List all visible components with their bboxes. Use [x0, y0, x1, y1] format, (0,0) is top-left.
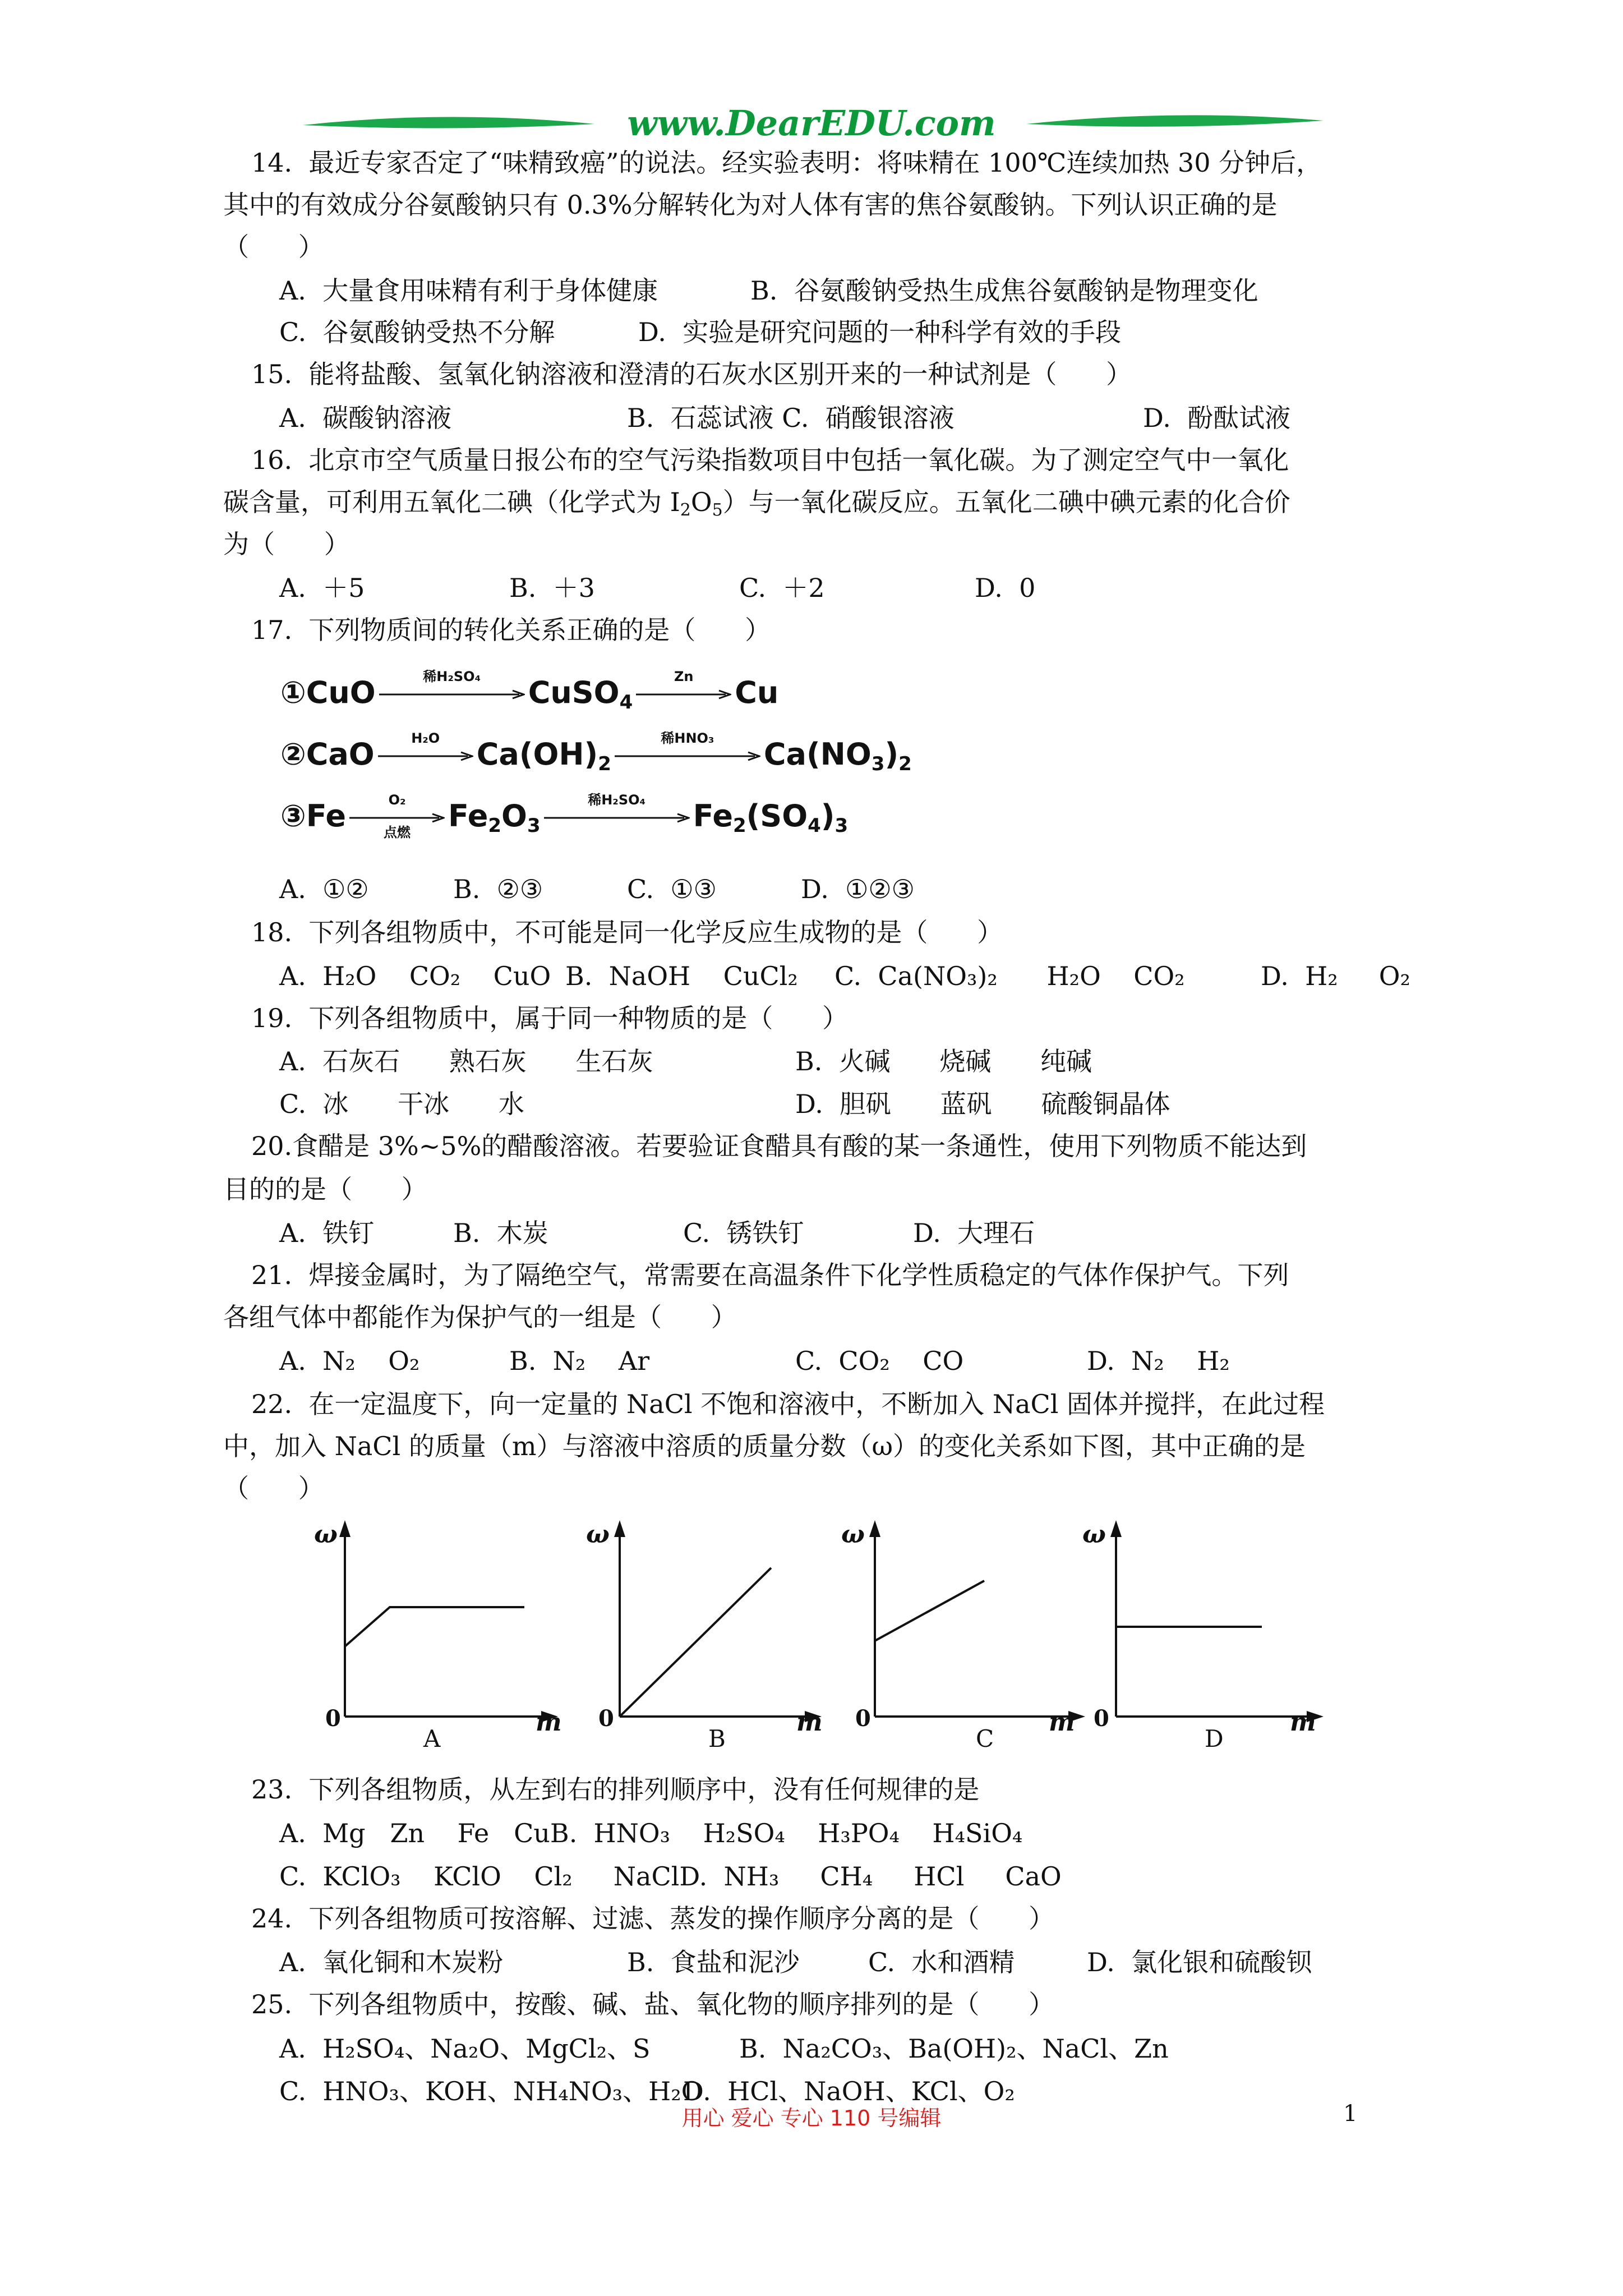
r3-mid: Fe — [448, 798, 488, 834]
q21-line1: 21. 焊接金属时，为了隔绝空气，常需要在高温条件下化学性质稳定的气体作保护气。下列 — [251, 1260, 1289, 1290]
r2-start: ②CaO — [280, 737, 375, 772]
q24-option-a: A. 氧化铜和木炭粉 — [279, 1947, 504, 1977]
q17-option-c: C. ①③ — [627, 874, 717, 904]
r1-reagent-1: 稀H₂SO₄ — [423, 669, 481, 685]
r3-end2: (SO — [746, 798, 808, 834]
q25-option-a: A. H₂SO₄、Na₂O、MgCl₂、S — [279, 2033, 651, 2064]
q24-line1: 24. 下列各组物质可按溶解、过滤、蒸发的操作顺序分离的是（ ） — [251, 1903, 1055, 1934]
q20-line2: 目的的是（ ） — [223, 1174, 427, 1204]
graph-c-caption: C — [976, 1725, 994, 1752]
q16-line2 — [223, 485, 1290, 519]
q14-option-d: D. 实验是研究问题的一种科学有效的手段 — [638, 317, 1122, 347]
r2-end-sub: 3 — [871, 753, 885, 775]
q21-option-d: D. N₂ H₂ — [1087, 1346, 1230, 1376]
graph-c-x-label: m — [1049, 1708, 1075, 1737]
graph-a-origin: 0 — [325, 1705, 341, 1732]
q18-option-d: D. H₂ O₂ — [1261, 961, 1410, 991]
q14-option-a: A. 大量食用味精有利于身体健康 — [279, 275, 658, 306]
q16-sub-2: 2 — [680, 500, 691, 520]
q16-line2-e: ）与一氧化碳反应。五氧化二碘中碘元素的化合价 — [722, 487, 1290, 517]
graph-d-x-label: m — [1290, 1708, 1316, 1737]
r2-reagent-2: 稀HNO₃ — [661, 730, 714, 747]
r3-mid-sub2: 3 — [527, 815, 541, 837]
reaction-3 — [280, 792, 849, 841]
r1-reagent-2: Zn — [674, 669, 694, 685]
r3-reagent-2: 稀H₂SO₄ — [588, 792, 646, 808]
q21-option-b: B. N₂ Ar — [509, 1346, 650, 1376]
q14-line1: 14. 最近专家否定了“味精致癌”的说法。经实验表明：将味精在 100℃连续加热 30 分钟后， — [251, 148, 1322, 178]
q20-line1: 20.食醋是 3%~5%的醋酸溶液。若要验证食醋具有酸的某一条通性，使用下列物质不能达到 — [251, 1131, 1307, 1161]
q17-option-a: A. ①② — [279, 874, 369, 904]
q19-option-d: D. 胆矾 蓝矾 硫酸铜晶体 — [795, 1089, 1170, 1119]
q14-line3: （ ） — [223, 232, 324, 262]
site-header — [0, 98, 1623, 149]
r1-arrow-2 — [636, 669, 731, 700]
q16-line2-c: O — [690, 487, 712, 517]
q19-option-a: A. 石灰石 熟石灰 生石灰 — [279, 1046, 653, 1076]
graph-a — [311, 1515, 564, 1756]
r3-mid-sub: 2 — [488, 815, 502, 837]
q14-line2: 其中的有效成分谷氨酸钠只有 0.3%分解转化为对人体有害的焦谷氨酸钠。下列认识正确的是 — [223, 190, 1278, 220]
q20-option-d: D. 大理石 — [913, 1218, 1035, 1248]
graph-c — [838, 1515, 1091, 1756]
graph-b-x-label: m — [796, 1708, 823, 1737]
q21-line2: 各组气体中都能作为保护气的一组是（ ） — [223, 1302, 737, 1332]
graph-b-y-label: ω — [586, 1520, 610, 1549]
q22-line1: 22. 在一定温度下，向一定量的 NaCl 不饱和溶液中，不断加入 NaCl 固体并搅拌，在此过程 — [251, 1389, 1325, 1419]
graph-a-y-label: ω — [314, 1520, 338, 1549]
r3-mid2: O — [501, 798, 527, 834]
q19-option-b: B. 火碱 烧碱 纯碱 — [795, 1046, 1092, 1076]
reaction-2 — [280, 730, 912, 775]
reaction-1 — [280, 669, 779, 714]
r2-reagent-1: H₂O — [411, 730, 440, 747]
q20-option-c: C. 锈铁钉 — [683, 1218, 804, 1248]
q15-option-bc: B. 石蕊试液 C. 硝酸银溶液 — [627, 403, 955, 433]
q16-sub-5: 5 — [712, 500, 723, 520]
q22-line3: （ ） — [223, 1473, 324, 1503]
q16-line2-a: 碳含量，可利用五氧化二碘（化学式为 I — [223, 487, 680, 517]
site-name[interactable]: www.DearEDU.com — [627, 103, 996, 144]
q16-line3: 为（ ） — [223, 529, 350, 559]
q24-option-d: D. 氯化银和硫酸钡 — [1087, 1947, 1312, 1977]
r2-mid: Ca(OH) — [476, 737, 598, 772]
graph-b-caption: B — [708, 1725, 726, 1752]
q20-option-b: B. 木炭 — [453, 1218, 548, 1248]
q20-option-a: A. 铁钉 — [279, 1218, 375, 1248]
r3-end-sub3: 3 — [834, 815, 849, 837]
q23-options-ab: A. Mg Zn Fe CuB. HNO₃ H₂SO₄ H₃PO₄ H₄SiO₄ — [279, 1818, 1023, 1848]
graph-d-origin: 0 — [1094, 1705, 1109, 1732]
page-number: 1 — [1343, 2101, 1358, 2127]
q18-option-b: B. NaOH CuCl₂ — [565, 961, 798, 991]
q17-option-d: D. ①②③ — [801, 874, 915, 904]
r3-condition: 点燃 — [384, 825, 411, 841]
q22-line2: 中，加入 NaCl 的质量（m）与溶液中溶质的质量分数（ω）的变化关系如下图，其中正确的是 — [223, 1431, 1306, 1461]
q15-option-d: D. 酚酞试液 — [1143, 403, 1291, 433]
page-footer: 用心 爱心 专心 110 号编辑 — [681, 2106, 942, 2131]
graph-b-origin: 0 — [598, 1705, 614, 1732]
r1-mid-sub: 4 — [619, 691, 633, 714]
q16-option-c: C. ＋2 — [739, 573, 825, 603]
graph-a-plot — [311, 1515, 564, 1756]
q25-option-b: B. Na₂CO₃、Ba(OH)₂、NaCl、Zn — [739, 2033, 1169, 2064]
graph-b — [575, 1515, 827, 1756]
q15-line1: 15. 能将盐酸、氢氧化钠溶液和澄清的石灰水区别开来的一种试剂是（ ） — [251, 359, 1132, 389]
graph-d — [1077, 1515, 1329, 1756]
q21-option-a: A. N₂ O₂ — [279, 1346, 420, 1376]
q17-option-b: B. ②③ — [453, 874, 543, 904]
r3-arrow-1 — [349, 792, 445, 841]
r3-start: ③Fe — [280, 798, 347, 834]
q23-line1: 23. 下列各组物质，从左到右的排列顺序中，没有任何规律的是 — [251, 1774, 980, 1805]
q16-option-d: D. 0 — [975, 573, 1036, 603]
r1-start: ①CuO — [280, 675, 376, 710]
q19-line1: 19. 下列各组物质中，属于同一种物质的是（ ） — [251, 1003, 849, 1033]
r3-end: Fe — [693, 798, 733, 834]
q16-option-a: A. ＋5 — [279, 573, 365, 603]
q14-option-c: C. 谷氨酸钠受热不分解 — [279, 317, 555, 347]
q18-option-a: A. H₂O CO₂ CuO — [279, 961, 551, 991]
r2-arrow-2 — [615, 730, 760, 762]
r3-end-sub: 2 — [732, 815, 746, 837]
q15-option-a: A. 碳酸钠溶液 — [279, 403, 452, 433]
q25-option-d: D. HCl、NaOH、KCl、O₂ — [683, 2076, 1015, 2106]
q18-option-c: C. Ca(NO₃)₂ H₂O CO₂ — [834, 961, 1185, 991]
q14-option-b: B. 谷氨酸钠受热生成焦谷氨酸钠是物理变化 — [750, 275, 1258, 306]
graph-a-caption: A — [423, 1725, 441, 1752]
r3-reagent-1: O₂ — [388, 792, 406, 808]
q24-option-c: C. 水和酒精 — [868, 1947, 1015, 1977]
q24-option-b: B. 食盐和泥沙 — [627, 1947, 800, 1977]
r2-end-sub2: 2 — [898, 753, 912, 775]
r3-arrow-2 — [544, 792, 690, 823]
q18-line1: 18. 下列各组物质中，不可能是同一化学反应生成物的是（ ） — [251, 917, 1003, 947]
q16-line1: 16. 北京市空气质量日报公布的空气污染指数项目中包括一氧化碳。为了测定空气中一氧化 — [251, 445, 1289, 475]
r1-arrow-1 — [379, 669, 525, 700]
graph-c-origin: 0 — [855, 1705, 871, 1732]
q25-option-c: C. HNO₃、KOH、NH₄NO₃、H₂O — [279, 2076, 703, 2106]
r2-end: Ca(NO — [763, 737, 872, 772]
r1-end: Cu — [735, 675, 779, 710]
q19-option-c: C. 冰 干冰 水 — [279, 1089, 524, 1119]
graph-c-y-label: ω — [841, 1520, 865, 1549]
r2-mid-sub: 2 — [598, 753, 611, 775]
r1-mid: CuSO — [528, 675, 620, 710]
r3-end3: ) — [820, 798, 835, 834]
q17-line1: 17. 下列物质间的转化关系正确的是（ ） — [251, 615, 771, 645]
q16-option-b: B. ＋3 — [509, 573, 595, 603]
r2-arrow-1 — [378, 730, 473, 762]
q21-option-c: C. CO₂ CO — [795, 1346, 964, 1376]
graph-d-caption: D — [1205, 1725, 1224, 1752]
q25-line1: 25. 下列各组物质中，按酸、碱、盐、氧化物的顺序排列的是（ ） — [251, 1989, 1055, 2019]
q23-options-cd: C. KClO₃ KClO Cl₂ NaClD. NH₃ CH₄ HCl CaO — [279, 1861, 1062, 1892]
r3-end-sub2: 4 — [808, 815, 821, 837]
r2-end-tail: ) — [884, 737, 899, 772]
graph-a-x-label: m — [536, 1708, 562, 1737]
graph-d-y-label: ω — [1082, 1520, 1106, 1549]
